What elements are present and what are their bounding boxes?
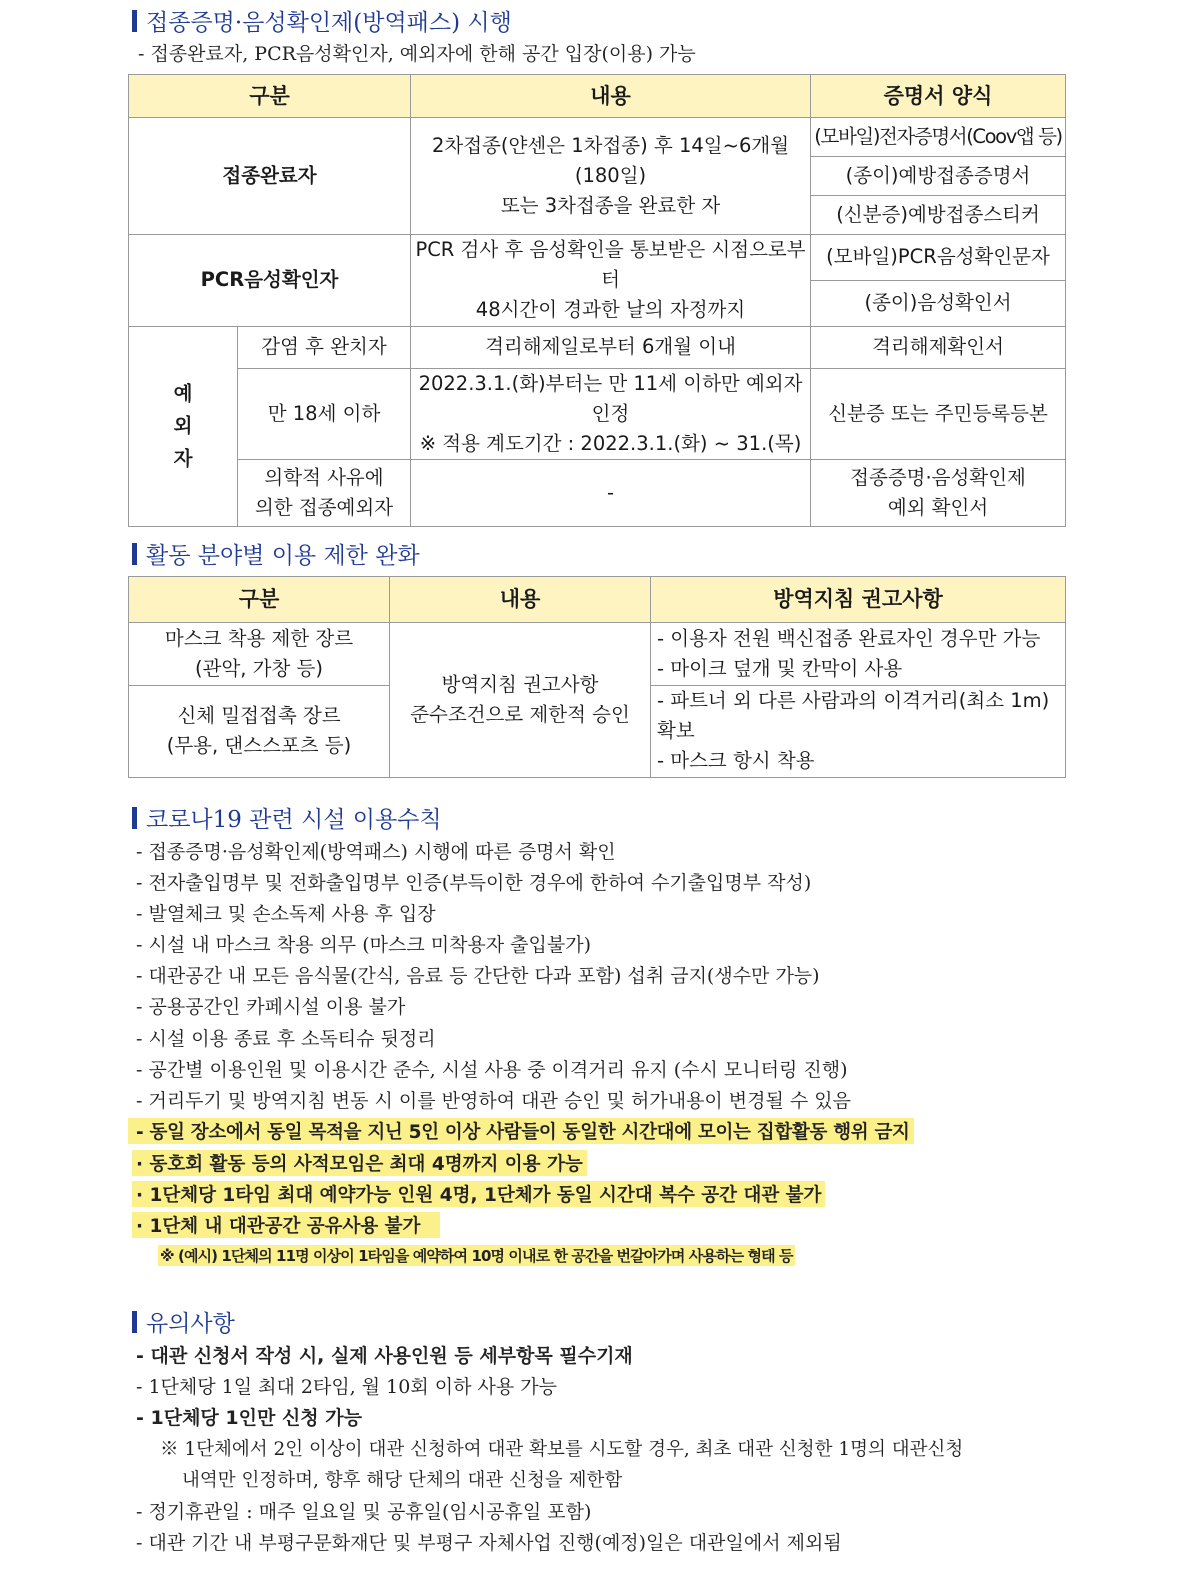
highlight-item-1: - 동일 장소에서 동일 목적을 지닌 5인 이상 사람들이 동일한 시간대에 모이는 집합활동 행위 금지 <box>128 1118 914 1144</box>
activity-content-2: 준수조건으로 제한적 승인 <box>410 702 630 726</box>
pcr-label: PCR음성확인자 <box>129 235 411 327</box>
header-form: 증명서 양식 <box>811 75 1066 118</box>
rule-item-2: - 전자출입명부 및 전화출입명부 인증(부득이한 경우에 한하여 수기출입명부 작성) <box>136 872 812 894</box>
minor-label: 만 18세 이하 <box>238 368 411 460</box>
recommend-3: - 파트너 외 다른 사람과의 이격거리(최소 1m) 확보 <box>657 689 1050 743</box>
section4-title <box>132 1305 235 1338</box>
pcr-form-2: (종이)음성확인서 <box>811 280 1066 326</box>
notice-item-3: - 1단체당 1인만 신청 가능 <box>136 1407 362 1429</box>
title-bar-icon <box>132 807 137 829</box>
title-bar-icon <box>132 1311 137 1333</box>
section2-title <box>132 537 420 570</box>
title-bar-icon <box>132 543 137 565</box>
rule-item-3: - 발열체크 및 손소독제 사용 후 입장 <box>136 903 436 925</box>
notice-item-1: - 대관 신청서 작성 시, 실제 사용인원 등 세부항목 필수기재 <box>136 1345 633 1367</box>
pcr-content-1: PCR 검사 후 음성확인을 통보받은 시점으로부터 <box>415 238 806 292</box>
rule-item-5: - 대관공간 내 모든 음식물(간식, 음료 등 간단한 다과 포함) 섭취 금지(생수만 가능) <box>136 965 820 987</box>
recommend-4: - 마스크 항시 착용 <box>657 749 815 773</box>
recovered-form: 격리해제확인서 <box>811 326 1066 368</box>
exception-char-2: 외 <box>173 414 193 438</box>
minor-content <box>411 368 811 460</box>
pcr-content <box>411 235 811 327</box>
section3-title-text: 코로나19 관련 시설 이용수칙 <box>146 807 442 833</box>
section4-title-text: 유의사항 <box>146 1311 235 1337</box>
section3-title <box>132 801 442 834</box>
contact-genre-cell <box>129 686 390 778</box>
notice-item-4: ※ 1단체에서 2인 이상이 대관 신청하여 대관 확보를 시도할 경우, 최초 대관 신청한 1명의 대관신청 <box>160 1439 964 1460</box>
recommend-2: - 마이크 덮개 및 칸막이 사용 <box>657 657 903 680</box>
rule-item-4: - 시설 내 마스크 착용 의무 (마스크 미착용자 출입불가) <box>136 934 591 956</box>
vaccinated-form-1: (모바일)전자증명서(Coov앱 등) <box>811 118 1066 157</box>
rule-item-8: - 공간별 이용인원 및 이용시간 준수, 시설 사용 중 이격거리 유지 (수시 모니터링 진행) <box>136 1059 848 1081</box>
section1-title-text: 접종증명·음성확인제(방역패스) 시행 <box>146 10 512 36</box>
recovered-content: 격리해제일로부터 6개월 이내 <box>411 326 811 368</box>
recommend-cell-1 <box>651 623 1066 686</box>
vaccinated-content-2: 또는 3차접종을 완료한 자 <box>500 194 721 218</box>
activity-header-recommend: 방역지침 권고사항 <box>651 577 1066 623</box>
example-note: ※ (예시) 1단체의 11명 이상이 1타임을 예약하여 10명 이내로 한 공간을 번갈아가며 사용하는 형태 등 <box>160 1247 793 1265</box>
header-category: 구분 <box>129 75 411 118</box>
activity-content-1: 방역지침 권고사항 <box>441 672 599 696</box>
mask-genre-label-1: 마스크 착용 제한 장르 <box>164 626 354 650</box>
header-content: 내용 <box>411 75 811 118</box>
minor-content-2: ※ 적용 계도기간 : 2022.3.1.(화) ~ 31.(목) <box>419 432 802 456</box>
activity-content <box>390 623 651 778</box>
exception-char-3: 자 <box>173 446 193 470</box>
activity-header-content: 내용 <box>390 577 651 623</box>
rule-item-9: - 거리두기 및 방역지침 변동 시 이를 반영하여 대관 승인 및 허가내용이 변경될 수 있음 <box>136 1090 852 1112</box>
vaccinated-label: 접종완료자 <box>129 118 411 235</box>
contact-genre-label-1: 신체 밀접접촉 장르 <box>177 704 341 728</box>
minor-content-1: 2022.3.1.(화)부터는 만 11세 이하만 예외자 인정 <box>418 371 803 425</box>
medical-label <box>238 460 411 527</box>
exception-char-1: 예 <box>173 382 193 406</box>
contact-genre-label-2: (무용, 댄스스포츠 등) <box>166 734 352 758</box>
medical-label-1: 의학적 사유에 <box>264 466 384 490</box>
medical-label-2: 의한 접종예외자 <box>254 496 394 520</box>
highlight-item-3: · 1단체당 1타임 최대 예약가능 인원 4명, 1단체가 동일 시간대 복수 공간 대관 불가 <box>132 1181 825 1207</box>
vaccinated-content <box>411 118 811 235</box>
notice-item-7: - 대관 기간 내 부평구문화재단 및 부평구 자체사업 진행(예정)일은 대관일에서 제외됨 <box>136 1532 842 1554</box>
notice-item-6: - 정기휴관일 : 매주 일요일 및 공휴일(임시공휴일 포함) <box>136 1501 592 1523</box>
vaccinated-content-1: 2차접종(얀센은 1차접종) 후 14일~6개월(180일) <box>431 133 790 187</box>
rule-item-7: - 시설 이용 종료 후 소독티슈 뒷정리 <box>136 1028 436 1050</box>
pcr-content-2: 48시간이 경과한 날의 자정까지 <box>475 298 746 322</box>
rule-item-1: - 접종증명·음성확인제(방역패스) 시행에 따른 증명서 확인 <box>136 841 616 863</box>
medical-form-1: 접종증명·음성확인제 <box>850 466 1026 490</box>
section1-title <box>132 4 512 37</box>
highlight-item-4: · 1단체 내 대관공간 공유사용 불가 <box>132 1212 440 1238</box>
title-bar-icon <box>132 10 137 32</box>
recommend-cell-2 <box>651 686 1066 778</box>
highlight-item-2: · 동호회 활동 등의 사적모임은 최대 4명까지 이용 가능 <box>132 1150 587 1176</box>
medical-form <box>811 460 1066 527</box>
medical-content: - <box>411 460 811 527</box>
rule-item-6: - 공용공간인 카페시설 이용 불가 <box>136 996 406 1018</box>
activity-table <box>128 576 1066 778</box>
minor-form: 신분증 또는 주민등록등본 <box>811 368 1066 460</box>
vaccine-pass-table <box>128 74 1066 527</box>
mask-genre-label-2: (관악, 가창 등) <box>195 657 323 680</box>
notice-item-2: - 1단체당 1일 최대 2타임, 월 10회 이하 사용 가능 <box>136 1376 557 1398</box>
vaccinated-form-3: (신분증)예방접종스티커 <box>811 196 1066 235</box>
medical-form-2: 예외 확인서 <box>887 496 989 520</box>
mask-genre-cell <box>129 623 390 686</box>
pcr-form-1: (모바일)PCR음성확인문자 <box>811 235 1066 281</box>
recovered-label: 감염 후 완치자 <box>238 326 411 368</box>
section2-title-text: 활동 분야별 이용 제한 완화 <box>146 543 420 569</box>
section1-subtitle: - 접종완료자, PCR음성확인자, 예외자에 한해 공간 입장(이용) 가능 <box>138 43 696 65</box>
activity-header-category: 구분 <box>129 577 390 623</box>
exception-label <box>129 326 238 527</box>
vaccinated-form-2: (종이)예방접종증명서 <box>811 157 1066 196</box>
recommend-1: - 이용자 전원 백신접종 완료자인 경우만 가능 <box>657 626 1041 650</box>
notice-item-5: 내역만 인정하며, 향후 해당 단체의 대관 신청을 제한함 <box>182 1470 623 1491</box>
